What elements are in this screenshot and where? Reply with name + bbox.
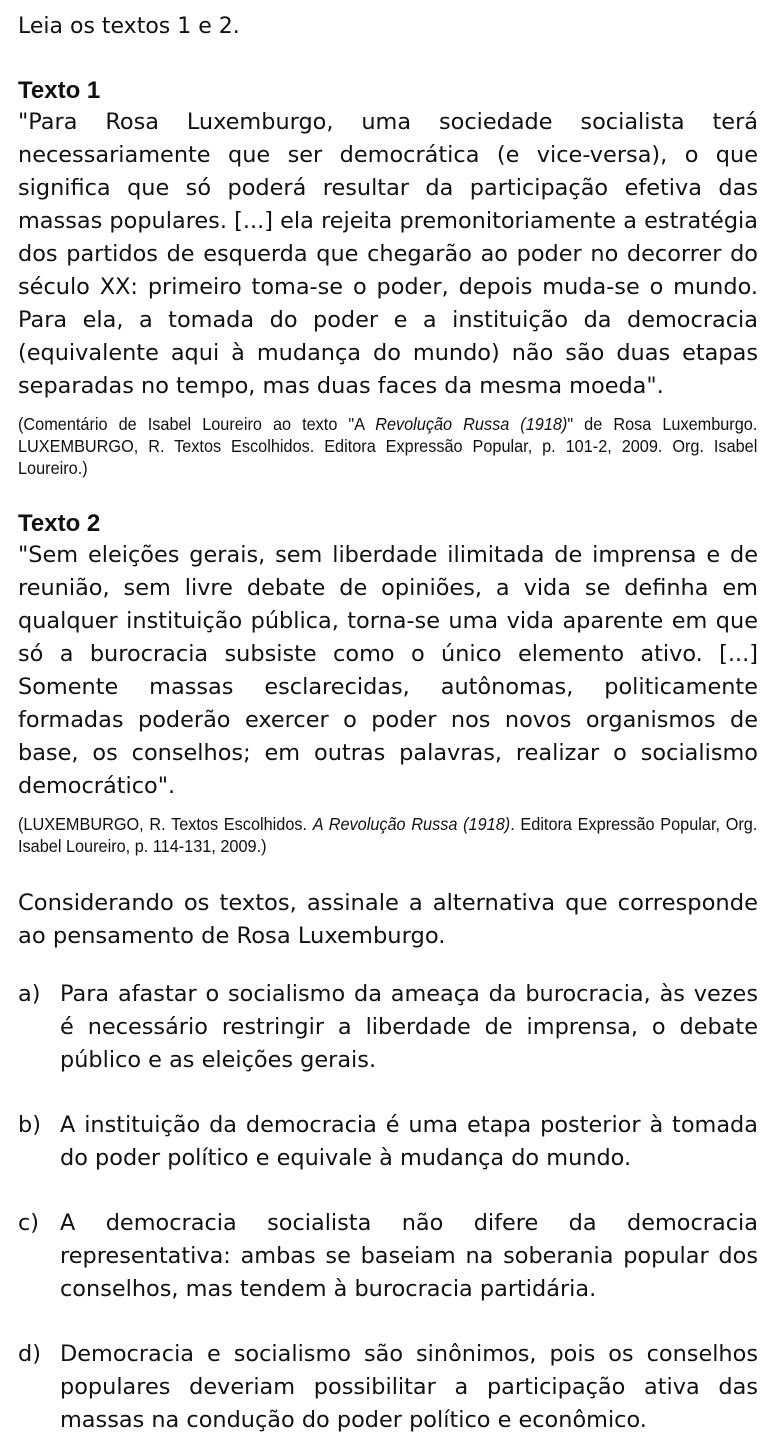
- option-b[interactable]: [18, 1109, 758, 1175]
- texto-2-source-prefix: (LUXEMBURGO, R. Textos Escolhidos.: [18, 814, 313, 834]
- option-c[interactable]: [18, 1207, 758, 1306]
- option-b-letter: b): [18, 1112, 41, 1138]
- texto-1-source-suffix: " de Rosa Luxemburgo. LUXEMBURGO, R. Textos Escolhidos. Editora Expressão Popular, p. 101-2, 2009. Org. Isabel Loureiro.): [18, 414, 758, 478]
- option-b-text: A instituição da democracia é uma etapa posterior à tomada do poder político e equivale à mudança do mundo.: [60, 1112, 758, 1171]
- texto-2-title: Texto 2: [18, 510, 101, 537]
- texto-1-quote: "Para Rosa Luxemburgo, uma sociedade socialista terá necessariamente que ser democrática (e vice-versa), o que significa que só poderá resultar da participação efetiva das massas populares. [...] ela rejeita premonitoriamente a estratégia dos partidos de esquerda que chegarão ao poder no decorrer do século XX: primeiro toma-se o poder, depois muda-se o mundo. Para ela, a tomada do poder e a instituição da democracia (equivalente aqui à mudança do mundo) não são duas etapas separadas no tempo, mas duas faces da mesma moeda".: [18, 109, 758, 399]
- question-prompt: Considerando os textos, assinale a alternativa que corresponde ao pensamento de Rosa Luxemburgo.: [18, 890, 758, 949]
- option-d-letter: d): [18, 1341, 41, 1367]
- texto-2-quote: "Sem eleições gerais, sem liberdade ilimitada de imprensa e de reunião, sem livre debate de opiniões, a vida se definha em qualquer instituição pública, torna-se uma vida aparente em que só a burocracia subsiste como o único elemento ativo. [...] Somente massas esclarecidas, autônomas, politicamente formadas poderão exercer o poder nos novos organismos de base, os conselhos; em outras palavras, realizar o socialismo democrático".: [18, 542, 758, 799]
- texto-1-source-prefix: (Comentário de Isabel Loureiro ao texto "A: [18, 414, 376, 434]
- texto-2: [18, 509, 758, 857]
- option-a-letter: a): [18, 981, 41, 1007]
- texto-2-source-suffix: . Editora Expressão Popular, Org. Isabel Loureiro, p. 114-131, 2009.): [18, 814, 758, 856]
- instruction: Leia os textos 1 e 2.: [18, 14, 240, 39]
- option-a-text: Para afastar o socialismo da ameaça da burocracia, às vezes é necessário restringir a liberdade de imprensa, o debate público e as eleições gerais.: [60, 981, 758, 1073]
- texto-1-source: [18, 413, 757, 479]
- option-d-text: Democracia e socialismo são sinônimos, pois os conselhos populares deveriam possibilitar a participação ativa das massas na condução do poder político e econômico.: [60, 1341, 758, 1433]
- texto-2-source: [18, 813, 757, 857]
- texto-1-source-title: Revolução Russa (1918): [375, 414, 568, 434]
- option-c-letter: c): [18, 1210, 40, 1236]
- texto-1-title: Texto 1: [18, 77, 101, 104]
- texto-1: [18, 76, 758, 479]
- option-d[interactable]: [18, 1338, 758, 1437]
- option-a[interactable]: [18, 978, 758, 1077]
- answer-options: [18, 978, 758, 1437]
- texto-2-source-title: A Revolução Russa (1918): [312, 814, 511, 834]
- option-c-text: A democracia socialista não difere da democracia representativa: ambas se baseiam na soberania popular dos conselhos, mas tendem à burocracia partidária.: [60, 1210, 758, 1302]
